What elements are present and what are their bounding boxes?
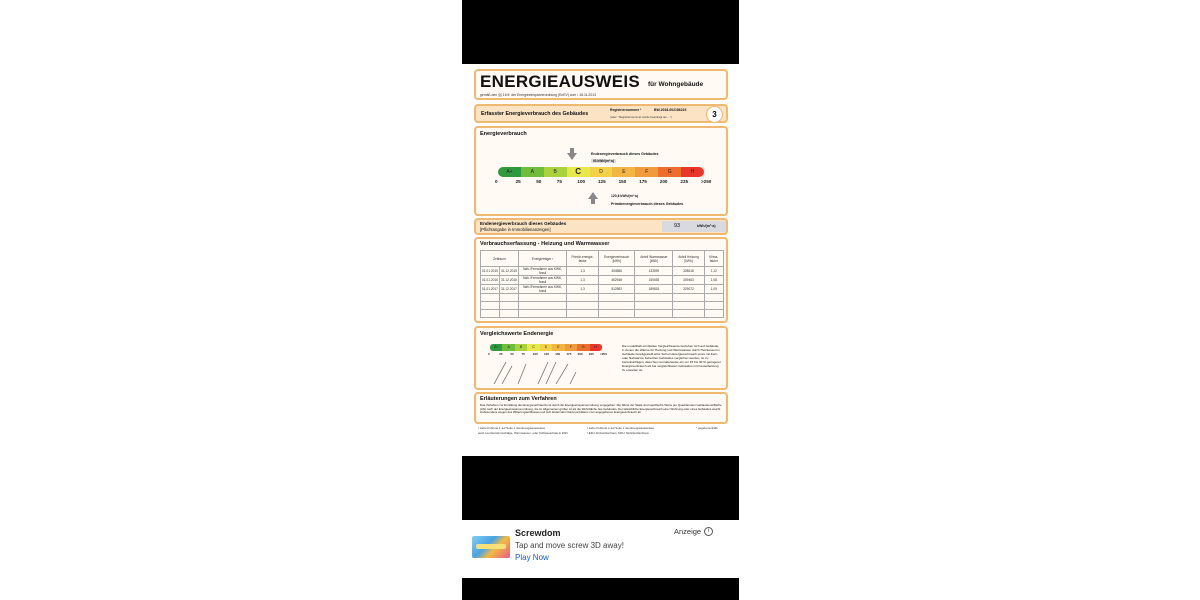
summary-box bbox=[474, 218, 728, 235]
compare-heading: Vergleichswerte Endenergie bbox=[480, 331, 554, 337]
table-cell bbox=[635, 310, 673, 318]
footnote-1b: auch Leerstandszuschläge, Warmwasser- oder Kühlpauschale in kWh bbox=[478, 431, 568, 435]
compare-tick-label: 150 bbox=[555, 352, 561, 356]
footnote-3: ⁴ gegebenenfalls bbox=[696, 426, 718, 430]
summary-sub: [Pflichtangabe in Immobilienanzeigen] bbox=[480, 227, 551, 232]
compare-reference-labels bbox=[490, 358, 602, 386]
table-row bbox=[481, 285, 724, 294]
ad-app-icon[interactable] bbox=[472, 536, 510, 558]
col-klimafaktor: Klima-faktor bbox=[704, 251, 723, 267]
compare-box bbox=[474, 326, 728, 390]
energy-tick-label: 75 bbox=[556, 179, 562, 184]
energy-tick-label: 25 bbox=[515, 179, 521, 184]
col-primaerfaktor: Primär-energie-faktor bbox=[567, 251, 599, 267]
compare-class-c: C bbox=[527, 344, 539, 351]
compare-tick-label: 225 bbox=[588, 352, 594, 356]
footnote-2: ² siehe Fußnote 2 auf Seite 1 des Energieausweises bbox=[587, 426, 655, 430]
energy-class-aplus: A+ bbox=[498, 167, 521, 177]
table-cell bbox=[518, 302, 566, 310]
footnote-2b: ³ EFH: Einfamilienhaus, MFH: Mehrfamilienhaus bbox=[587, 431, 649, 435]
compare-tick-label: 50 bbox=[510, 352, 514, 356]
energy-tick-label: 150 bbox=[618, 179, 627, 184]
compare-tick-label: 75 bbox=[521, 352, 525, 356]
energy-tick-label: 50 bbox=[536, 179, 542, 184]
table-cell: 01.01.2016 bbox=[481, 276, 500, 285]
energy-scale-bar bbox=[498, 167, 704, 177]
energy-class-h: H bbox=[681, 167, 704, 177]
energy-consumption-box bbox=[474, 126, 728, 216]
compare-text: Die modellhaft ermittelten Vergleichswerte beziehen sich auf Gebäude, in denen die Wärme für Heizung und Warmwasser durch Heizkessel im Gebäude bereitgestellt wird. Soll ein Energieverbrauch eines mit Fern- oder Nahwärme beheizten Gebäudes verglichen werden, ist zu berücksichtigen, dass hier normalerweise ein um 15 bis 30 % geringerer Energieverbrauch als bei vergleichbaren Gebäuden mit Kesselheizung zu erwarten ist. bbox=[622, 344, 721, 372]
energy-class-f: F bbox=[635, 167, 658, 177]
table-cell bbox=[499, 294, 518, 302]
table-cell: 189815 bbox=[635, 285, 673, 294]
table-cell bbox=[518, 310, 566, 318]
table-cell: Nah-/Fernwärme aus KWK, fossil bbox=[518, 285, 566, 294]
table-cell: 512982 bbox=[598, 285, 635, 294]
table-row bbox=[481, 267, 724, 276]
table-cell bbox=[481, 302, 500, 310]
table-cell: 1,12 bbox=[704, 267, 723, 276]
energy-tick-label: 100 bbox=[577, 179, 586, 184]
energy-tick-label: >250 bbox=[701, 179, 712, 184]
table-cell: 155035 bbox=[635, 276, 673, 285]
table-cell bbox=[499, 302, 518, 310]
table-cell bbox=[481, 294, 500, 302]
summary-value-box bbox=[662, 221, 726, 232]
end-arrow-stem bbox=[570, 148, 574, 154]
compare-tick-label: 25 bbox=[499, 352, 503, 356]
reg-label: Registriernummer ² bbox=[610, 108, 642, 112]
end-label: Endenergieverbrauch dieses Gebäudes bbox=[591, 152, 659, 156]
doc-title: ENERGIEAUSWEIS bbox=[480, 72, 641, 91]
compare-class-e: E bbox=[552, 344, 564, 351]
energy-class-g: G bbox=[658, 167, 681, 177]
table-cell: 31.12.2017 bbox=[499, 285, 518, 294]
table-cell: 1,08 bbox=[704, 276, 723, 285]
end-value: 93 kWh/(m²·a) bbox=[593, 159, 614, 163]
compare-class-g: G bbox=[577, 344, 589, 351]
compare-class-f: F bbox=[565, 344, 577, 351]
explain-heading: Erläuterungen zum Verfahren bbox=[480, 396, 557, 402]
compare-tick-label: 125 bbox=[544, 352, 550, 356]
energy-class-c: C bbox=[567, 167, 590, 177]
table-cell: 1,09 bbox=[704, 285, 723, 294]
consumption-heading: Verbrauchserfassung - Heizung und Warmwasser bbox=[480, 241, 610, 247]
compare-tick-label: >250 bbox=[600, 352, 607, 356]
compare-class-a: A bbox=[502, 344, 514, 351]
compare-reference-lines bbox=[490, 358, 602, 386]
table-cell bbox=[567, 310, 599, 318]
table-cell: 462948 bbox=[598, 276, 635, 285]
reg-note: (oder: "Registriernummer wurde beantragt am ...") bbox=[610, 115, 672, 119]
col-heizung: Anteil Heizung [kWh] bbox=[673, 251, 704, 267]
table-cell bbox=[567, 302, 599, 310]
table-row-empty bbox=[481, 294, 724, 302]
ad-label: Anzeige bbox=[674, 527, 702, 536]
table-cell bbox=[567, 294, 599, 302]
energy-tick-label: 125 bbox=[598, 179, 606, 184]
ad-cta-button[interactable]: Play Now bbox=[515, 553, 549, 562]
table-row-empty bbox=[481, 310, 724, 318]
doc-subtitle: gemäß den §§ 16 ff. der Energieeinsparverordnung (EnEV) vom ¹ 18.11.2013 bbox=[480, 93, 596, 97]
ad-description: Tap and move screw 3D away! bbox=[515, 541, 624, 550]
consumption-table bbox=[480, 250, 724, 318]
energy-class-b: B bbox=[544, 167, 567, 177]
table-cell bbox=[704, 310, 723, 318]
energy-class-d: D bbox=[590, 167, 613, 177]
col-energieverbrauch: Energieverbrauch [kWh] bbox=[598, 251, 635, 267]
energy-tick-label: 225 bbox=[680, 179, 689, 184]
col-warmwasser: Anteil Warmwasser [kWh] bbox=[635, 251, 673, 267]
summary-label: Endenergieverbrauch dieses Gebäudes bbox=[480, 221, 567, 226]
table-cell bbox=[635, 294, 673, 302]
table-cell: 31.12.2016 bbox=[499, 276, 518, 285]
col-energietraeger: Energieträger ³ bbox=[518, 251, 566, 267]
ad-app-name[interactable]: Screwdom bbox=[515, 528, 561, 538]
compare-tick-label: 175 bbox=[566, 352, 572, 356]
table-cell bbox=[673, 310, 704, 318]
table-cell bbox=[518, 294, 566, 302]
compare-class-b: B bbox=[515, 344, 527, 351]
table-cell: 1,3 bbox=[567, 267, 599, 276]
end-arrow-icon bbox=[567, 153, 577, 160]
table-cell: 454586 bbox=[598, 267, 635, 276]
table-cell: Nah-/Fernwärme aus KWK, fossil bbox=[518, 276, 566, 285]
compare-class-d: D bbox=[540, 344, 552, 351]
table-cell: 01.01.2015 bbox=[481, 267, 500, 276]
doc-title-suffix: für Wohngebäude bbox=[648, 81, 704, 88]
info-icon[interactable]: i bbox=[704, 527, 713, 536]
table-cell: 01.01.2017 bbox=[481, 285, 500, 294]
table-cell: 329072 bbox=[673, 285, 704, 294]
energy-tick-label: 0 bbox=[495, 179, 498, 184]
energy-class-e: E bbox=[612, 167, 635, 177]
consumption-box bbox=[474, 237, 728, 323]
section-header bbox=[474, 104, 728, 123]
summary-unit: kWh/(m²·a) bbox=[697, 224, 716, 228]
explain-text: Das Verfahren zur Ermittlung des Energieverbrauchs ist durch die Energieeinsparverordnung vorgegeben. Die Werte der Skala sind spezifische Werte pro Quadratmeter Gebäudenutzfläche (AN) nach der Energieeinsparverordnung, die im Allgemeinen größer ist als die Wohnfläche des Gebäudes. Der tatsächliche Energieverbrauch einer Wohnung oder eines Gebäudes weicht insbesondere wegen des Witterungseinflusses und sich ändernden Nutzerverhaltens vom angegebenen Energieverbrauch ab. bbox=[480, 403, 722, 415]
table-cell: 1,3 bbox=[567, 276, 599, 285]
table-row-empty bbox=[481, 302, 724, 310]
ad-icon-plank bbox=[476, 544, 506, 549]
energy-class-a: A bbox=[521, 167, 544, 177]
primary-arrow-stem bbox=[591, 198, 595, 204]
table-cell: 309463 bbox=[673, 276, 704, 285]
energy-heading: Energieverbrauch bbox=[480, 131, 527, 137]
table-cell bbox=[598, 294, 635, 302]
ad-banner[interactable] bbox=[462, 520, 739, 578]
compare-tick-label: 200 bbox=[577, 352, 583, 356]
primary-value: 120,6 kWh/(m²·a) bbox=[611, 194, 638, 198]
table-cell bbox=[673, 294, 704, 302]
table-cell: 1,3 bbox=[567, 285, 599, 294]
table-cell bbox=[598, 302, 635, 310]
compare-scale-bar bbox=[490, 344, 602, 351]
title-box bbox=[474, 69, 728, 100]
compare-tick-label: 100 bbox=[532, 352, 538, 356]
energy-tick-label: 200 bbox=[659, 179, 668, 184]
table-cell bbox=[499, 310, 518, 318]
table-cell bbox=[598, 310, 635, 318]
consumption-table-body bbox=[481, 267, 724, 318]
table-cell: 31.12.2015 bbox=[499, 267, 518, 276]
table-row bbox=[481, 276, 724, 285]
section-title: Erfasster Energieverbrauch des Gebäudes bbox=[481, 111, 589, 117]
table-cell bbox=[673, 302, 704, 310]
summary-value: 93 bbox=[674, 223, 681, 229]
footnote-1: ¹ siehe Fußnote 1 auf Seite 1 des Energieausweises bbox=[478, 426, 546, 430]
page-number-badge: 3 bbox=[706, 106, 723, 123]
compare-class-h: H bbox=[590, 344, 602, 351]
compare-class-aplus: A+ bbox=[490, 344, 502, 351]
energy-tick-label: 175 bbox=[639, 179, 647, 184]
table-cell: 328618 bbox=[673, 267, 704, 276]
table-cell bbox=[481, 310, 500, 318]
energy-certificate-image bbox=[462, 64, 739, 456]
table-cell bbox=[704, 294, 723, 302]
table-cell: Nah-/Fernwärme aus KWK, fossil bbox=[518, 267, 566, 276]
compare-tick-label: 0 bbox=[488, 352, 490, 356]
table-cell bbox=[635, 302, 673, 310]
reg-value: BW-2018-002186215 bbox=[654, 108, 687, 112]
primary-label: Primärenergieverbrauch dieses Gebäudes bbox=[611, 202, 684, 206]
explain-box bbox=[474, 392, 728, 424]
col-zeitraum: Zeitraum bbox=[481, 251, 519, 267]
table-cell bbox=[704, 302, 723, 310]
table-cell: 133099 bbox=[635, 267, 673, 276]
